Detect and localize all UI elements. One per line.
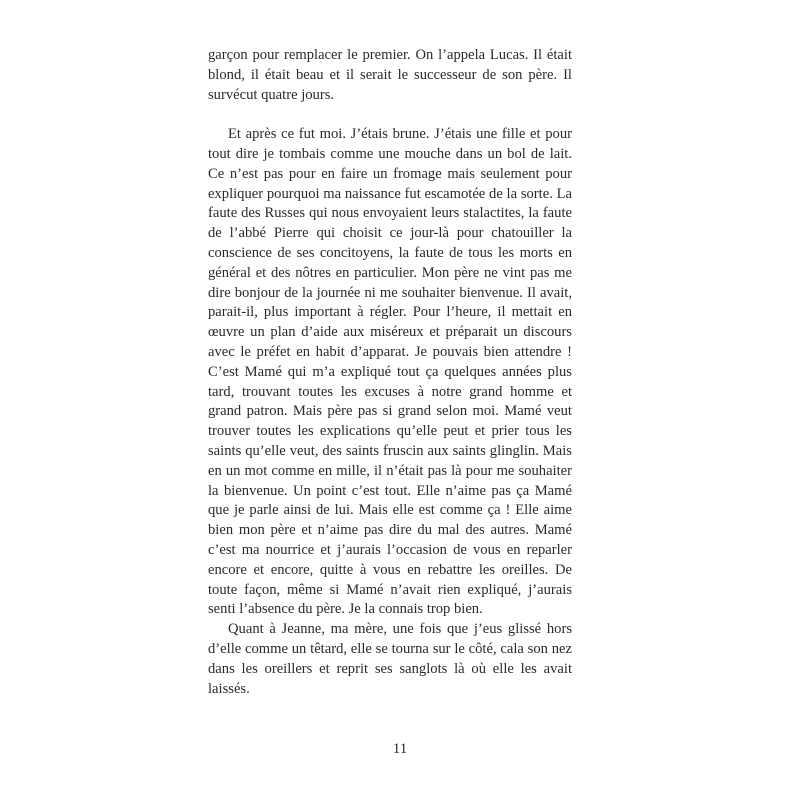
body-text bbox=[208, 46, 572, 699]
paragraph-2: Et après ce fut moi. J’étais brune. J’étais une fille et pour tout dire je tombais comme une mouche dans un bol de lait. Ce n’est pas pour en faire un fromage mais seulement pour expliquer pourquoi ma naissance fut escamotée de la sorte. La faute des Russes qui nous envoyaient leurs stalactites, la faute de l’abbé Pierre qui choisit ce jour-là pour chatouiller la conscience de ses concitoyens, la faute de tous les morts en général et des nôtres en particulier. Mon père ne vint pas me dire bonjour de la journée ni me souhaiter bienvenue. Il avait, parait-il, plus important à régler. Pour l’heure, il mettait en œuvre un plan d’aide aux miséreux et préparait un discours avec le préfet en habit d’apparat. Je pouvais bien attendre ! C’est Mamé qui m’a expliqué tout ça quelques années plus tard, trouvant toutes les excuses à notre grand homme et grand patron. Mais père pas si grand selon moi. Mamé veut trouver toutes les explications qu’elle peut et prier tous les saints qu’elle veut, des saints fruscin aux saints glinglin. Mais en un mot comme en mille, il n’était pas là pour me souhaiter la bienvenue. Un point c’est tout. Elle n’aime pas ça Mamé que je parle ainsi de lui. Mais elle est comme ça ! Elle aime bien mon père et n’aime pas dire du mal des autres. Mamé c’est ma nourrice et j’aurais l’occasion de vous en reparler encore et encore, quitte à vous en rebattre les oreilles. De toute façon, même si Mamé n’avait rien expliqué, j’aurais senti l’absence du père. Je la connais trop bien. bbox=[208, 126, 572, 618]
page-number: 11 bbox=[392, 741, 408, 757]
paragraph-3: Quant à Jeanne, ma mère, une fois que j’eus glissé hors d’elle comme un têtard, elle se tourna sur le côté, cala son nez dans les oreillers et reprit ses sanglots là où elle les avait laissés. bbox=[208, 621, 572, 697]
paragraph-1: garçon pour remplacer le premier. On l’appela Lucas. Il était blond, il était beau et il serait le successeur de son père. Il survécut quatre jours. bbox=[208, 47, 572, 103]
